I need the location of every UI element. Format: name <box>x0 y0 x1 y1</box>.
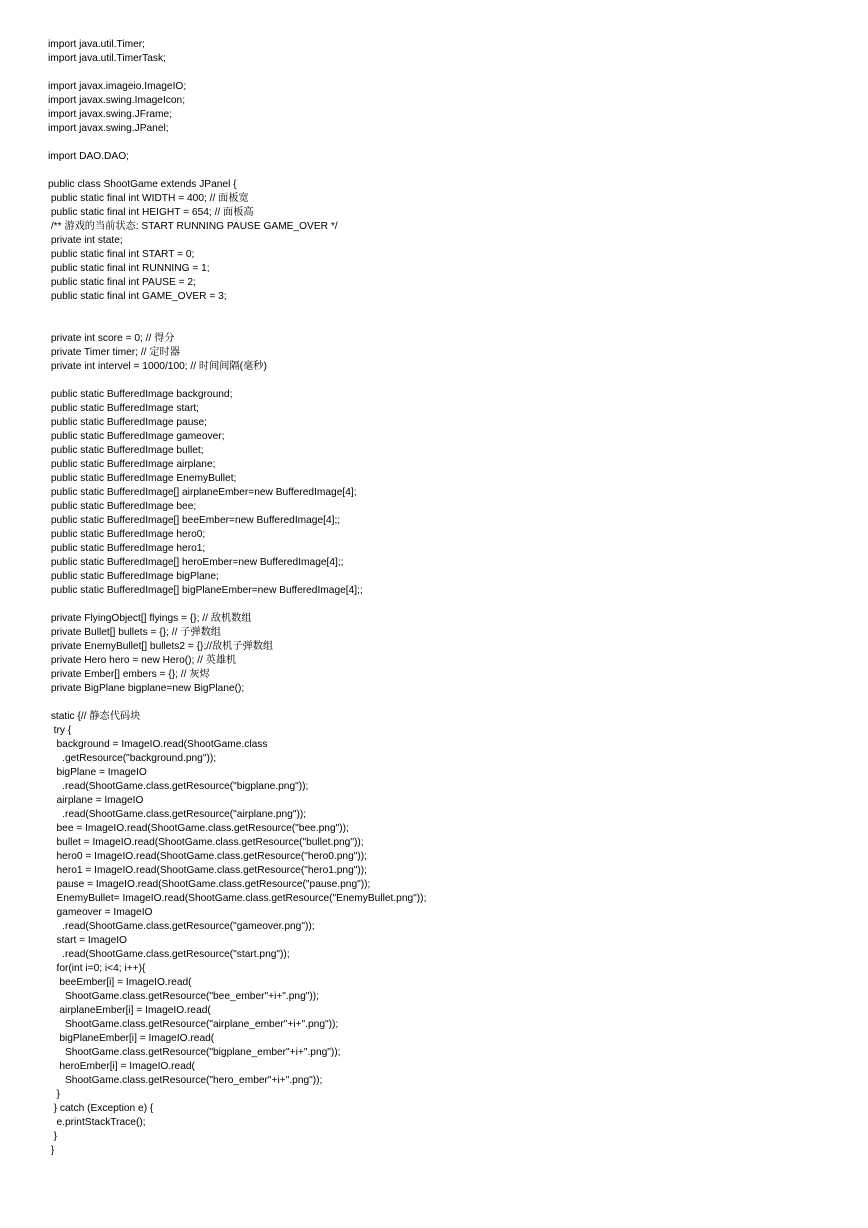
code-line: public static BufferedImage[] bigPlaneEmber=new BufferedImage[4];; <box>48 585 363 596</box>
code-line: public static BufferedImage hero1; <box>48 543 206 554</box>
code-line: .read(ShootGame.class.getResource("bigplane.png")); <box>48 781 309 792</box>
code-line: pause = ImageIO.read(ShootGame.class.getResource("pause.png")); <box>48 879 371 890</box>
code-line: private Ember[] embers = {}; // 灰烬 <box>48 669 210 680</box>
code-line: heroEmber[i] = ImageIO.read( <box>48 1061 195 1072</box>
code-line: public static final int WIDTH = 400; // 面板宽 <box>48 193 249 204</box>
code-line <box>48 696 848 710</box>
code-line: static {// 静态代码块 <box>48 711 141 722</box>
code-line <box>48 136 848 150</box>
code-line: public static BufferedImage hero0; <box>48 529 206 540</box>
code-line <box>48 318 848 332</box>
code-line: hero0 = ImageIO.read(ShootGame.class.getResource("hero0.png")); <box>48 851 367 862</box>
code-line: public static BufferedImage gameover; <box>48 431 225 442</box>
code-line: public static BufferedImage[] airplaneEmber=new BufferedImage[4]; <box>48 487 357 498</box>
code-line: private int score = 0; // 得分 <box>48 333 175 344</box>
code-line: import java.util.Timer; <box>48 39 145 50</box>
code-line <box>48 598 848 612</box>
code-line: background = ImageIO.read(ShootGame.class <box>48 739 268 750</box>
code-line: bigPlane = ImageIO <box>48 767 147 778</box>
code-line: bigPlaneEmber[i] = ImageIO.read( <box>48 1033 215 1044</box>
code-line <box>48 374 848 388</box>
code-line: .read(ShootGame.class.getResource("start.png")); <box>48 949 290 960</box>
code-line: /** 游戏的当前状态: START RUNNING PAUSE GAME_OVER */ <box>48 221 338 232</box>
code-line: try { <box>48 725 72 736</box>
code-line: import DAO.DAO; <box>48 151 129 162</box>
code-line: private EnemyBullet[] bullets2 = {};//敌机子弹数组 <box>48 641 274 652</box>
code-line: ShootGame.class.getResource("bigplane_ember"+i+".png")); <box>48 1047 341 1058</box>
code-line: public static final int HEIGHT = 654; // 面板高 <box>48 207 254 218</box>
code-line: } <box>48 1089 60 1100</box>
code-line: .read(ShootGame.class.getResource("airplane.png")); <box>48 809 307 820</box>
code-line: airplane = ImageIO <box>48 795 144 806</box>
code-line: beeEmber[i] = ImageIO.read( <box>48 977 192 988</box>
code-document <box>48 38 848 1158</box>
code-line: hero1 = ImageIO.read(ShootGame.class.getResource("hero1.png")); <box>48 865 367 876</box>
code-line: public static final int PAUSE = 2; <box>48 277 196 288</box>
code-line: } <box>48 1145 55 1156</box>
code-line: airplaneEmber[i] = ImageIO.read( <box>48 1005 211 1016</box>
code-line: private int intervel = 1000/100; // 时间间隔(毫秒) <box>48 361 267 372</box>
code-line: for(int i=0; i<4; i++){ <box>48 963 146 974</box>
code-line: public static BufferedImage airplane; <box>48 459 216 470</box>
code-line <box>48 66 848 80</box>
code-line <box>48 304 848 318</box>
code-line: ShootGame.class.getResource("bee_ember"+i+".png")); <box>48 991 319 1002</box>
code-line: private Timer timer; // 定时器 <box>48 347 180 358</box>
code-line: public static final int START = 0; <box>48 249 195 260</box>
code-line: ShootGame.class.getResource("hero_ember"+i+".png")); <box>48 1075 323 1086</box>
code-line: public static BufferedImage bee; <box>48 501 197 512</box>
code-line: public static BufferedImage[] heroEmber=new BufferedImage[4];; <box>48 557 344 568</box>
code-line: } <box>48 1131 58 1142</box>
code-line: } catch (Exception e) { <box>48 1103 154 1114</box>
code-line: public static final int RUNNING = 1; <box>48 263 210 274</box>
code-line: public static BufferedImage background; <box>48 389 233 400</box>
code-line: public class ShootGame extends JPanel { <box>48 179 237 190</box>
code-line: bee = ImageIO.read(ShootGame.class.getResource("bee.png")); <box>48 823 349 834</box>
code-line: .read(ShootGame.class.getResource("gameover.png")); <box>48 921 315 932</box>
code-line: private BigPlane bigplane=new BigPlane(); <box>48 683 245 694</box>
code-line: start = ImageIO <box>48 935 127 946</box>
code-line: private Hero hero = new Hero(); // 英雄机 <box>48 655 237 666</box>
code-line: import javax.imageio.ImageIO; <box>48 81 187 92</box>
code-line: ShootGame.class.getResource("airplane_ember"+i+".png")); <box>48 1019 339 1030</box>
code-line: e.printStackTrace(); <box>48 1117 146 1128</box>
code-line: public static BufferedImage bullet; <box>48 445 204 456</box>
code-line <box>48 164 848 178</box>
code-line: public static BufferedImage EnemyBullet; <box>48 473 237 484</box>
code-line: gameover = ImageIO <box>48 907 153 918</box>
code-line: import javax.swing.ImageIcon; <box>48 95 186 106</box>
code-line: public static BufferedImage start; <box>48 403 200 414</box>
code-line: public static final int GAME_OVER = 3; <box>48 291 227 302</box>
code-line: .getResource("background.png")); <box>48 753 217 764</box>
code-line: import javax.swing.JPanel; <box>48 123 169 134</box>
code-line: private int state; <box>48 235 123 246</box>
code-line: public static BufferedImage bigPlane; <box>48 571 219 582</box>
code-line: public static BufferedImage pause; <box>48 417 207 428</box>
code-line: bullet = ImageIO.read(ShootGame.class.getResource("bullet.png")); <box>48 837 364 848</box>
code-line: public static BufferedImage[] beeEmber=new BufferedImage[4];; <box>48 515 341 526</box>
code-line: import java.util.TimerTask; <box>48 53 166 64</box>
code-line: private Bullet[] bullets = {}; // 子弹数组 <box>48 627 221 638</box>
code-line: private FlyingObject[] flyings = {}; // 敌机数组 <box>48 613 252 624</box>
code-line: import javax.swing.JFrame; <box>48 109 172 120</box>
code-line: EnemyBullet= ImageIO.read(ShootGame.class.getResource("EnemyBullet.png")); <box>48 893 427 904</box>
